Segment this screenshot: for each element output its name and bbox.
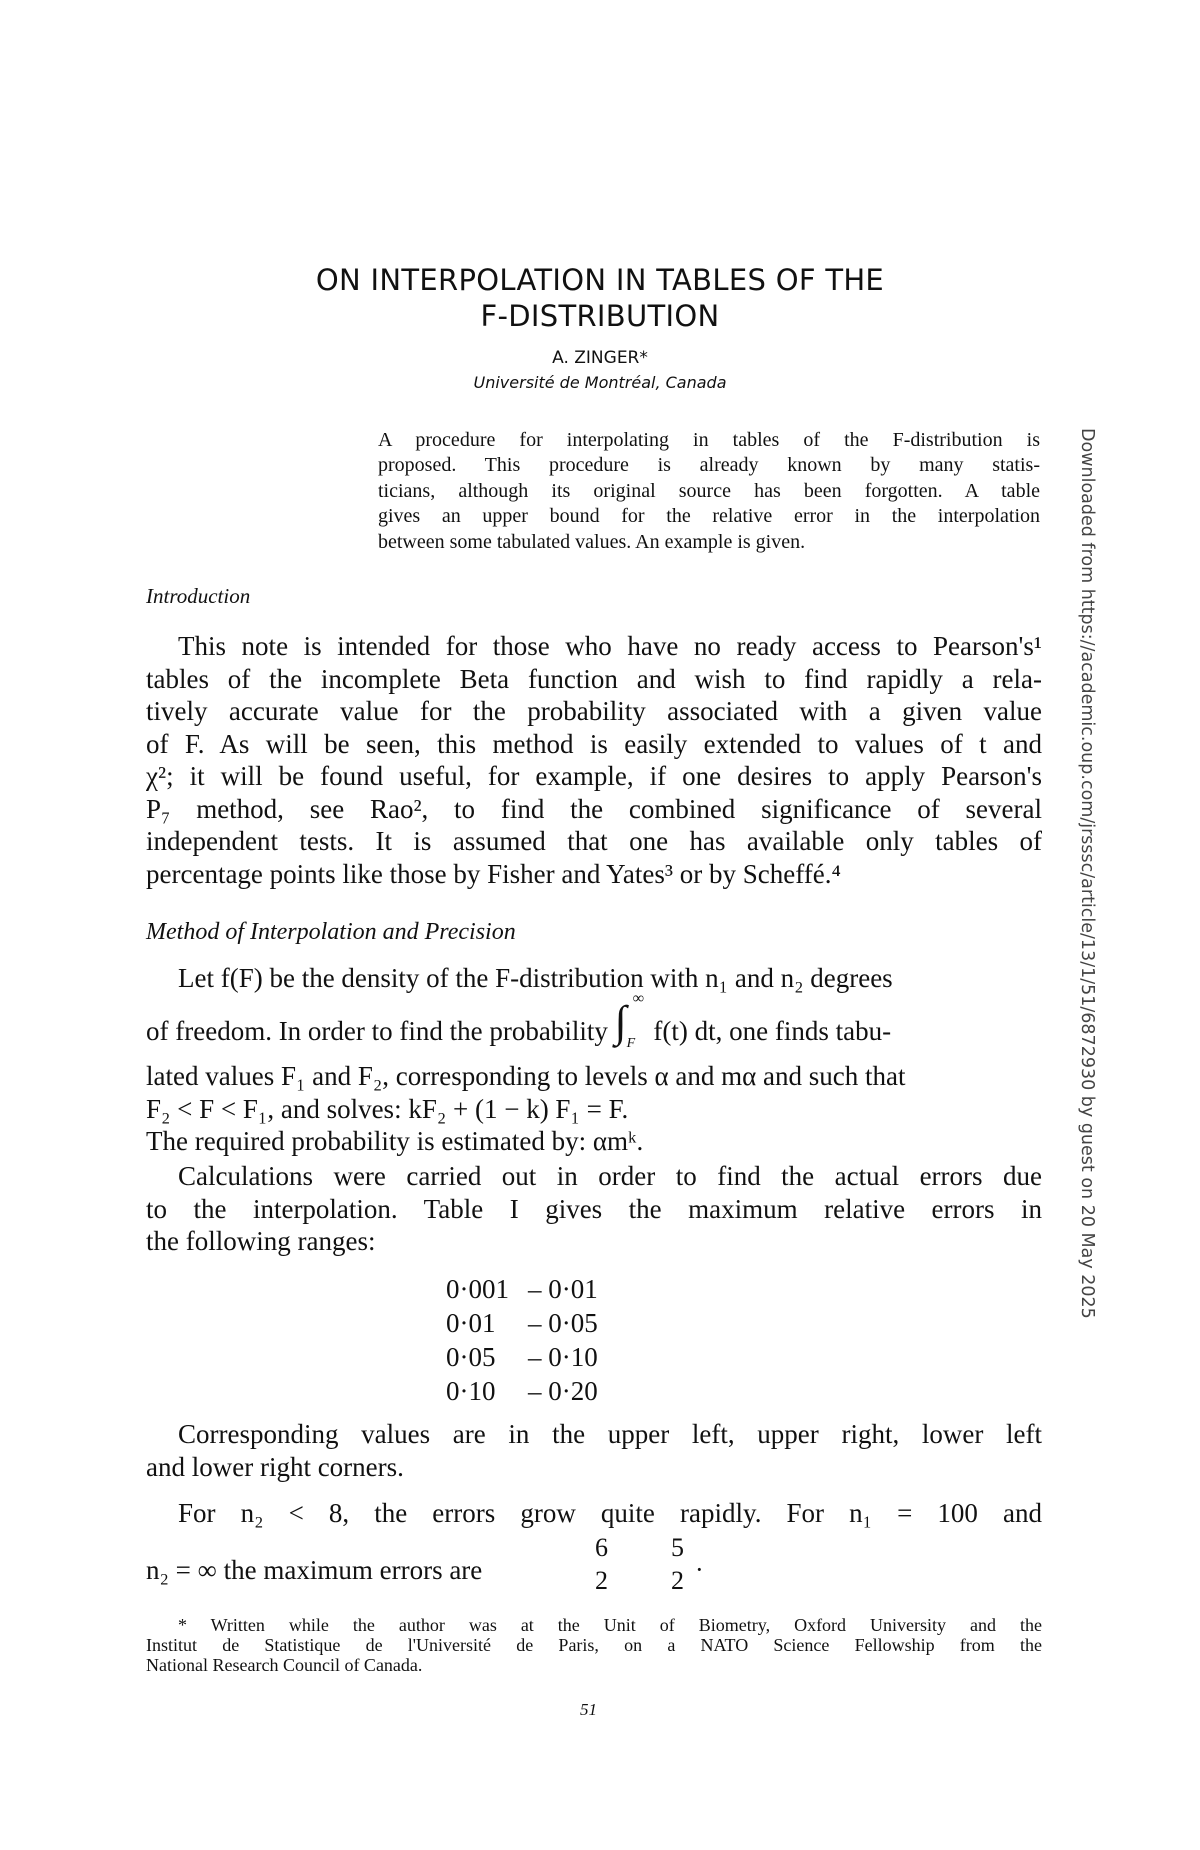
abstract-line: gives an upper bound for the relative error in the interpolation (378, 505, 1040, 528)
author-affiliation: Université de Montréal, Canada (473, 373, 727, 392)
method-line-1: Let f(F) be the density of the F-distribution with n₁ and n₂ degrees (178, 963, 893, 993)
introduction-paragraph (146, 630, 1042, 890)
paragraph-line: and lower right corners. (146, 1451, 404, 1482)
paragraph-line: P₇ method, see Rao², to find the combined significance of several (146, 793, 1042, 824)
range-end: – 0·10 (528, 1342, 598, 1372)
max-errors-line: n₂ = ∞ the maximum errors are (146, 1555, 483, 1585)
range-start: 0·001 (446, 1274, 509, 1304)
paragraph-line: of F. As will be seen, this method is easily extended to values of t and (146, 728, 1042, 759)
method-heading: Method of Interpolation and Precision (146, 919, 516, 945)
max-error-1-numerator: 6 (595, 1533, 608, 1562)
range-row (446, 1340, 598, 1374)
paragraph-line: percentage points like those by Fisher and Yates³ or by Scheffé.⁴ (146, 858, 841, 889)
method-line-5: The required probability is estimated by: αmᵏ. (146, 1126, 644, 1156)
abstract-line: between some tabulated values. An example is given. (378, 530, 806, 553)
errors-growth-line: For n₂ < 8, the errors grow quite rapidly. For n₁ = 100 and (178, 1498, 1042, 1528)
paragraph-line: tables of the incomplete Beta function and wish to find rapidly a rela- (146, 663, 1042, 694)
download-watermark: Downloaded from https://academic.oup.com/jrsssc/article/13/1/51/6872930 by guest on 20 May 2025 (1077, 428, 1097, 1319)
abstract-line: ticians, although its original source has been forgotten. A table (378, 479, 1040, 502)
footnote-line: National Research Council of Canada. (146, 1655, 423, 1675)
range-start: 0·05 (446, 1342, 496, 1372)
abstract-line: proposed. This procedure is already known by many statis- (378, 454, 1040, 477)
method-line-3: lated values F₁ and F₂, corresponding to levels α and mα and such that (146, 1061, 906, 1091)
introduction-heading: Introduction (146, 584, 251, 608)
method-formula-block (146, 1060, 1042, 1158)
calculations-paragraph (146, 1160, 1042, 1258)
paragraph-line: the following ranges: (146, 1226, 376, 1256)
footnote-line: Institut de Statistique de l'Université de Paris, on a NATO Science Fellowship from the (146, 1635, 1042, 1655)
method-line-2-suffix: f(t) dt, one finds tabu- (653, 1016, 892, 1046)
method-line-2-prefix: of freedom. In order to find the probability (146, 1016, 608, 1046)
sentence-period: · (695, 1555, 704, 1584)
range-end: – 0·20 (528, 1376, 598, 1406)
ranges-list (446, 1272, 598, 1408)
corners-paragraph (146, 1418, 1042, 1483)
page-number: 51 (580, 1700, 597, 1719)
paragraph-line: Corresponding values are in the upper left, upper right, lower left (178, 1419, 1042, 1449)
range-start: 0·01 (446, 1308, 496, 1338)
integral-sign: ∫ ∞ F (614, 990, 645, 1051)
range-row (446, 1272, 598, 1306)
range-end: – 0·05 (528, 1308, 598, 1338)
integral-lower-limit: F (626, 1036, 636, 1051)
abstract-line: A procedure for interpolating in tables of the F-distribution is (378, 429, 1040, 451)
article-title-line-1: ON INTERPOLATION IN TABLES OF THE (315, 263, 885, 297)
paragraph-line: independent tests. It is assumed that one has available only tables of (146, 826, 1042, 856)
paragraph-line: χ²; it will be found useful, for example, if one desires to apply Pearson's (146, 761, 1042, 791)
paragraph-line: tively accurate value for the probability associated with a given value (146, 696, 1042, 726)
author-name: A. ZINGER* (552, 348, 648, 368)
method-line-2 (146, 990, 1042, 1051)
max-error-2-denominator: 2 (671, 1566, 684, 1595)
range-row (446, 1374, 598, 1408)
range-start: 0·10 (446, 1376, 496, 1406)
paragraph-line: Calculations were carried out in order to find the actual errors due (178, 1161, 1042, 1191)
footnote-line: * Written while the author was at the Unit of Biometry, Oxford University and the (178, 1615, 1042, 1635)
integral-upper-limit: ∞ (632, 990, 645, 1007)
method-line-4: F₂ < F < F₁, and solves: kF₂ + (1 − k) F₁ = F. (146, 1093, 629, 1124)
article-title-line-2: F-DISTRIBUTION (480, 299, 720, 333)
range-end: – 0·01 (528, 1274, 598, 1304)
max-error-2-numerator: 5 (671, 1533, 684, 1562)
paragraph-line: This note is intended for those who have no ready access to Pearson's¹ (178, 631, 1042, 661)
footnote (146, 1615, 1042, 1675)
paragraph-line: to the interpolation. Table I gives the maximum relative errors in (146, 1193, 1042, 1224)
abstract (378, 428, 1040, 555)
max-error-1-denominator: 2 (595, 1566, 608, 1595)
range-row (446, 1306, 598, 1340)
